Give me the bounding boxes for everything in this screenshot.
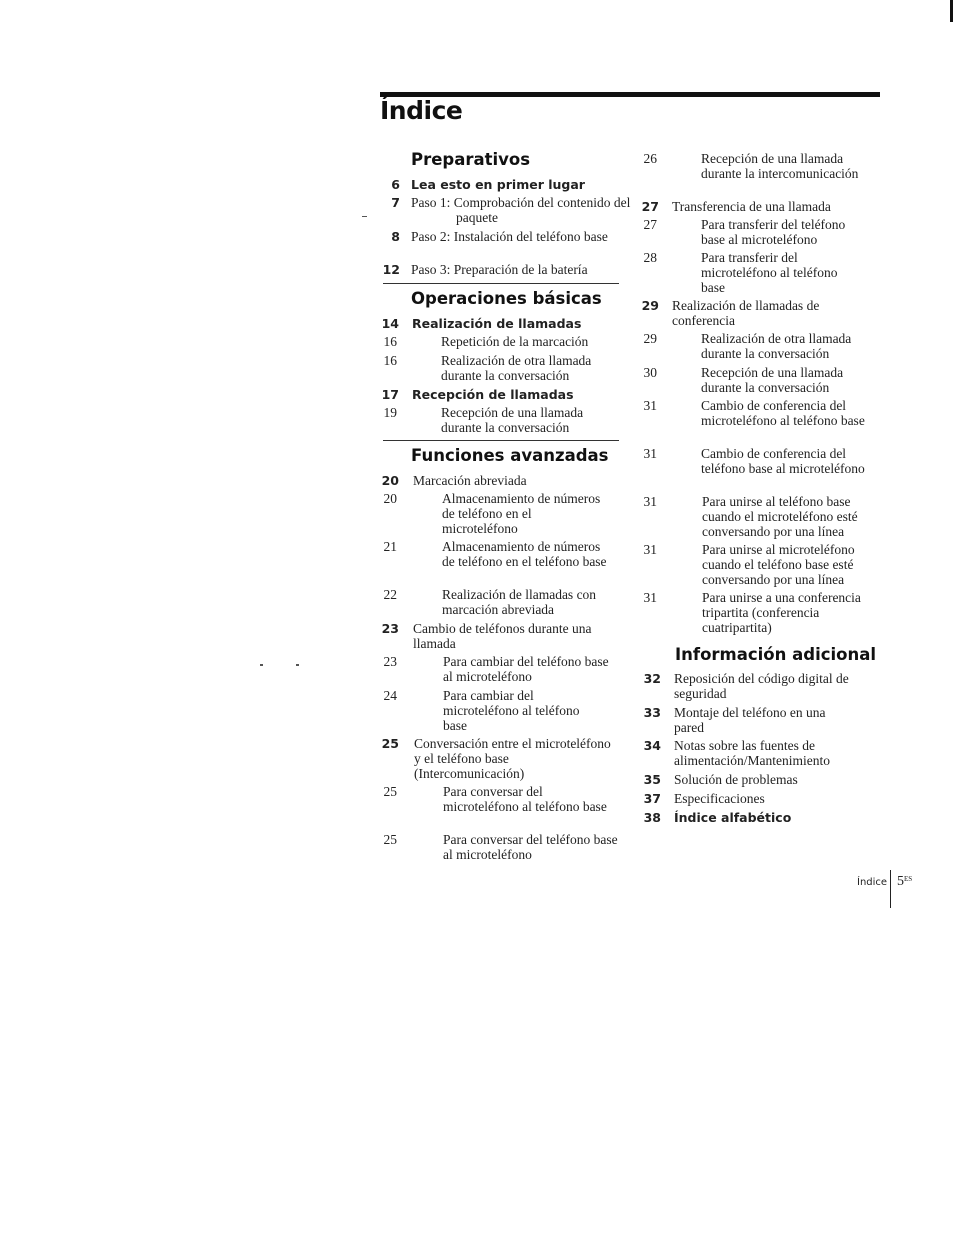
toc-page-number: 16: [383, 334, 397, 349]
toc-page-number: 29: [641, 298, 659, 313]
toc-entry-title: Recepción de una llamada durante la conversación: [441, 405, 584, 435]
toc-page-number: 23: [383, 654, 397, 669]
toc-page-number: 38: [643, 810, 661, 825]
toc-entry-title: Realización de llamadas: [412, 316, 582, 331]
toc-entry-title: Para unirse a una conferencia tripartita (conferencia cuatripartita): [702, 590, 861, 635]
toc-page-number: 35: [643, 772, 661, 787]
toc-page-number: 31: [643, 398, 657, 413]
toc-page-number: 31: [643, 590, 657, 605]
toc-page-number: 22: [383, 587, 397, 602]
toc-page-number: 34: [643, 738, 661, 753]
scan-speck: [296, 664, 299, 666]
footer-section-label: Índice: [857, 877, 888, 888]
toc-page-number: 14: [381, 316, 399, 331]
section-heading-operaciones-basicas: Operaciones básicas: [411, 289, 602, 308]
section-heading-informacion-adicional: Información adicional: [675, 645, 877, 664]
toc-page-number: 8: [391, 229, 400, 244]
toc-entry-title: Recepción de llamadas: [412, 387, 574, 402]
toc-entry-title: Repetición de la marcación: [441, 334, 589, 349]
toc-entry-title: Para conversar del teléfono base al microteléfono: [443, 832, 618, 862]
toc-entry-title: Lea esto en primer lugar: [411, 177, 585, 192]
toc-page-number: 31: [643, 542, 657, 557]
page-edge-mark: [950, 0, 953, 22]
toc-page-number: 28: [643, 250, 657, 265]
toc-entry-title: Reposición del código digital de seguridad: [674, 671, 849, 701]
toc-page-number: 19: [383, 405, 397, 420]
toc-entry-title: Realización de otra llamada durante la conversación: [701, 331, 852, 361]
toc-page-number: 24: [383, 688, 397, 703]
page-number-suffix: ES: [904, 875, 913, 883]
toc-page-number: 29: [643, 331, 657, 346]
scan-speck: [260, 664, 263, 666]
toc-entry-title: Para unirse al microteléfono cuando el teléfono base esté conversando por una línea: [702, 542, 855, 587]
toc-entry-title: Cambio de conferencia del teléfono base al microteléfono: [701, 446, 865, 476]
toc-entry-title: Recepción de una llamada durante la intercomunicación: [701, 151, 859, 181]
toc-page-number: 33: [643, 705, 661, 720]
toc-entry-title: Para cambiar del microteléfono al teléfono base: [443, 688, 580, 733]
toc-page-number: 26: [643, 151, 657, 166]
toc-page-number: 30: [643, 365, 657, 380]
toc-page-number: 37: [643, 791, 661, 806]
toc-page-number: 6: [391, 177, 400, 192]
page-number-value: 5: [897, 874, 904, 889]
toc-entry-title: Almacenamiento de números de teléfono en el teléfono base: [442, 539, 607, 569]
page-title: Índice: [380, 96, 463, 125]
toc-page-number: 25: [383, 832, 397, 847]
section-heading-funciones-avanzadas: Funciones avanzadas: [411, 446, 609, 465]
toc-entry-title: Paso 1: Comprobación del contenido del paquete: [411, 195, 631, 225]
toc-entry-title: Para cambiar del teléfono base al microteléfono: [443, 654, 609, 684]
toc-entry-title: Notas sobre las fuentes de alimentación/Mantenimiento: [674, 738, 830, 768]
toc-page-number: 27: [643, 217, 657, 232]
toc-entry-title: Realización de otra llamada durante la conversación: [441, 353, 592, 383]
toc-page-number: 7: [391, 195, 400, 210]
toc-page-number: 12: [382, 262, 400, 277]
toc-entry-title: Paso 3: Preparación de la batería: [411, 262, 588, 277]
toc-entry-title: Recepción de una llamada durante la conversación: [701, 365, 844, 395]
toc-page-number: 32: [643, 671, 661, 686]
toc-entry-title: Montaje del teléfono en una pared: [674, 705, 826, 735]
toc-page-number: 31: [643, 494, 657, 509]
toc-page-number: 31: [643, 446, 657, 461]
toc-page-number: 21: [383, 539, 397, 554]
toc-page-number: 20: [383, 491, 397, 506]
toc-page-number: 25: [381, 736, 399, 751]
toc-entry-title: Marcación abreviada: [413, 473, 527, 488]
section-divider: [383, 440, 619, 441]
toc-page-number: 17: [381, 387, 399, 402]
toc-page-number: 27: [641, 199, 659, 214]
toc-entry-title: Paso 2: Instalación del teléfono base: [411, 229, 608, 244]
toc-entry-title: Conversación entre el microteléfono y el teléfono base (Intercomunicación): [414, 736, 611, 781]
toc-entry-title: Para unirse al teléfono base cuando el microteléfono esté conversando por una línea: [702, 494, 858, 539]
toc-entry-title: Índice alfabético: [674, 810, 792, 825]
toc-entry-title: Para transferir del microteléfono al teléfono base: [701, 250, 838, 295]
toc-entry-title: Para conversar del microteléfono al teléfono base: [443, 784, 607, 814]
toc-entry-title: Cambio de teléfonos durante una llamada: [413, 621, 592, 651]
toc-entry-title: Realización de llamadas con marcación abreviada: [442, 587, 597, 617]
toc-entry-title: Para transferir del teléfono base al microteléfono: [701, 217, 846, 247]
footer-divider: [890, 870, 891, 908]
toc-entry-title: Especificaciones: [674, 791, 765, 806]
toc-entry-title: Transferencia de una llamada: [672, 199, 831, 214]
toc-entry-title: Almacenamiento de números de teléfono en el microteléfono: [442, 491, 601, 536]
toc-page-number: 16: [383, 353, 397, 368]
scan-speck: [362, 216, 367, 217]
page-number: [897, 874, 912, 890]
toc-entry-title: Realización de llamadas de conferencia: [672, 298, 820, 328]
toc-entry-title: Solución de problemas: [674, 772, 798, 787]
toc-page-number: 25: [383, 784, 397, 799]
toc-entry-title: Cambio de conferencia del microteléfono al teléfono base: [701, 398, 865, 428]
toc-page-number: 20: [381, 473, 399, 488]
section-divider: [383, 283, 619, 284]
section-heading-preparativos: Preparativos: [411, 150, 531, 169]
toc-page-number: 23: [381, 621, 399, 636]
